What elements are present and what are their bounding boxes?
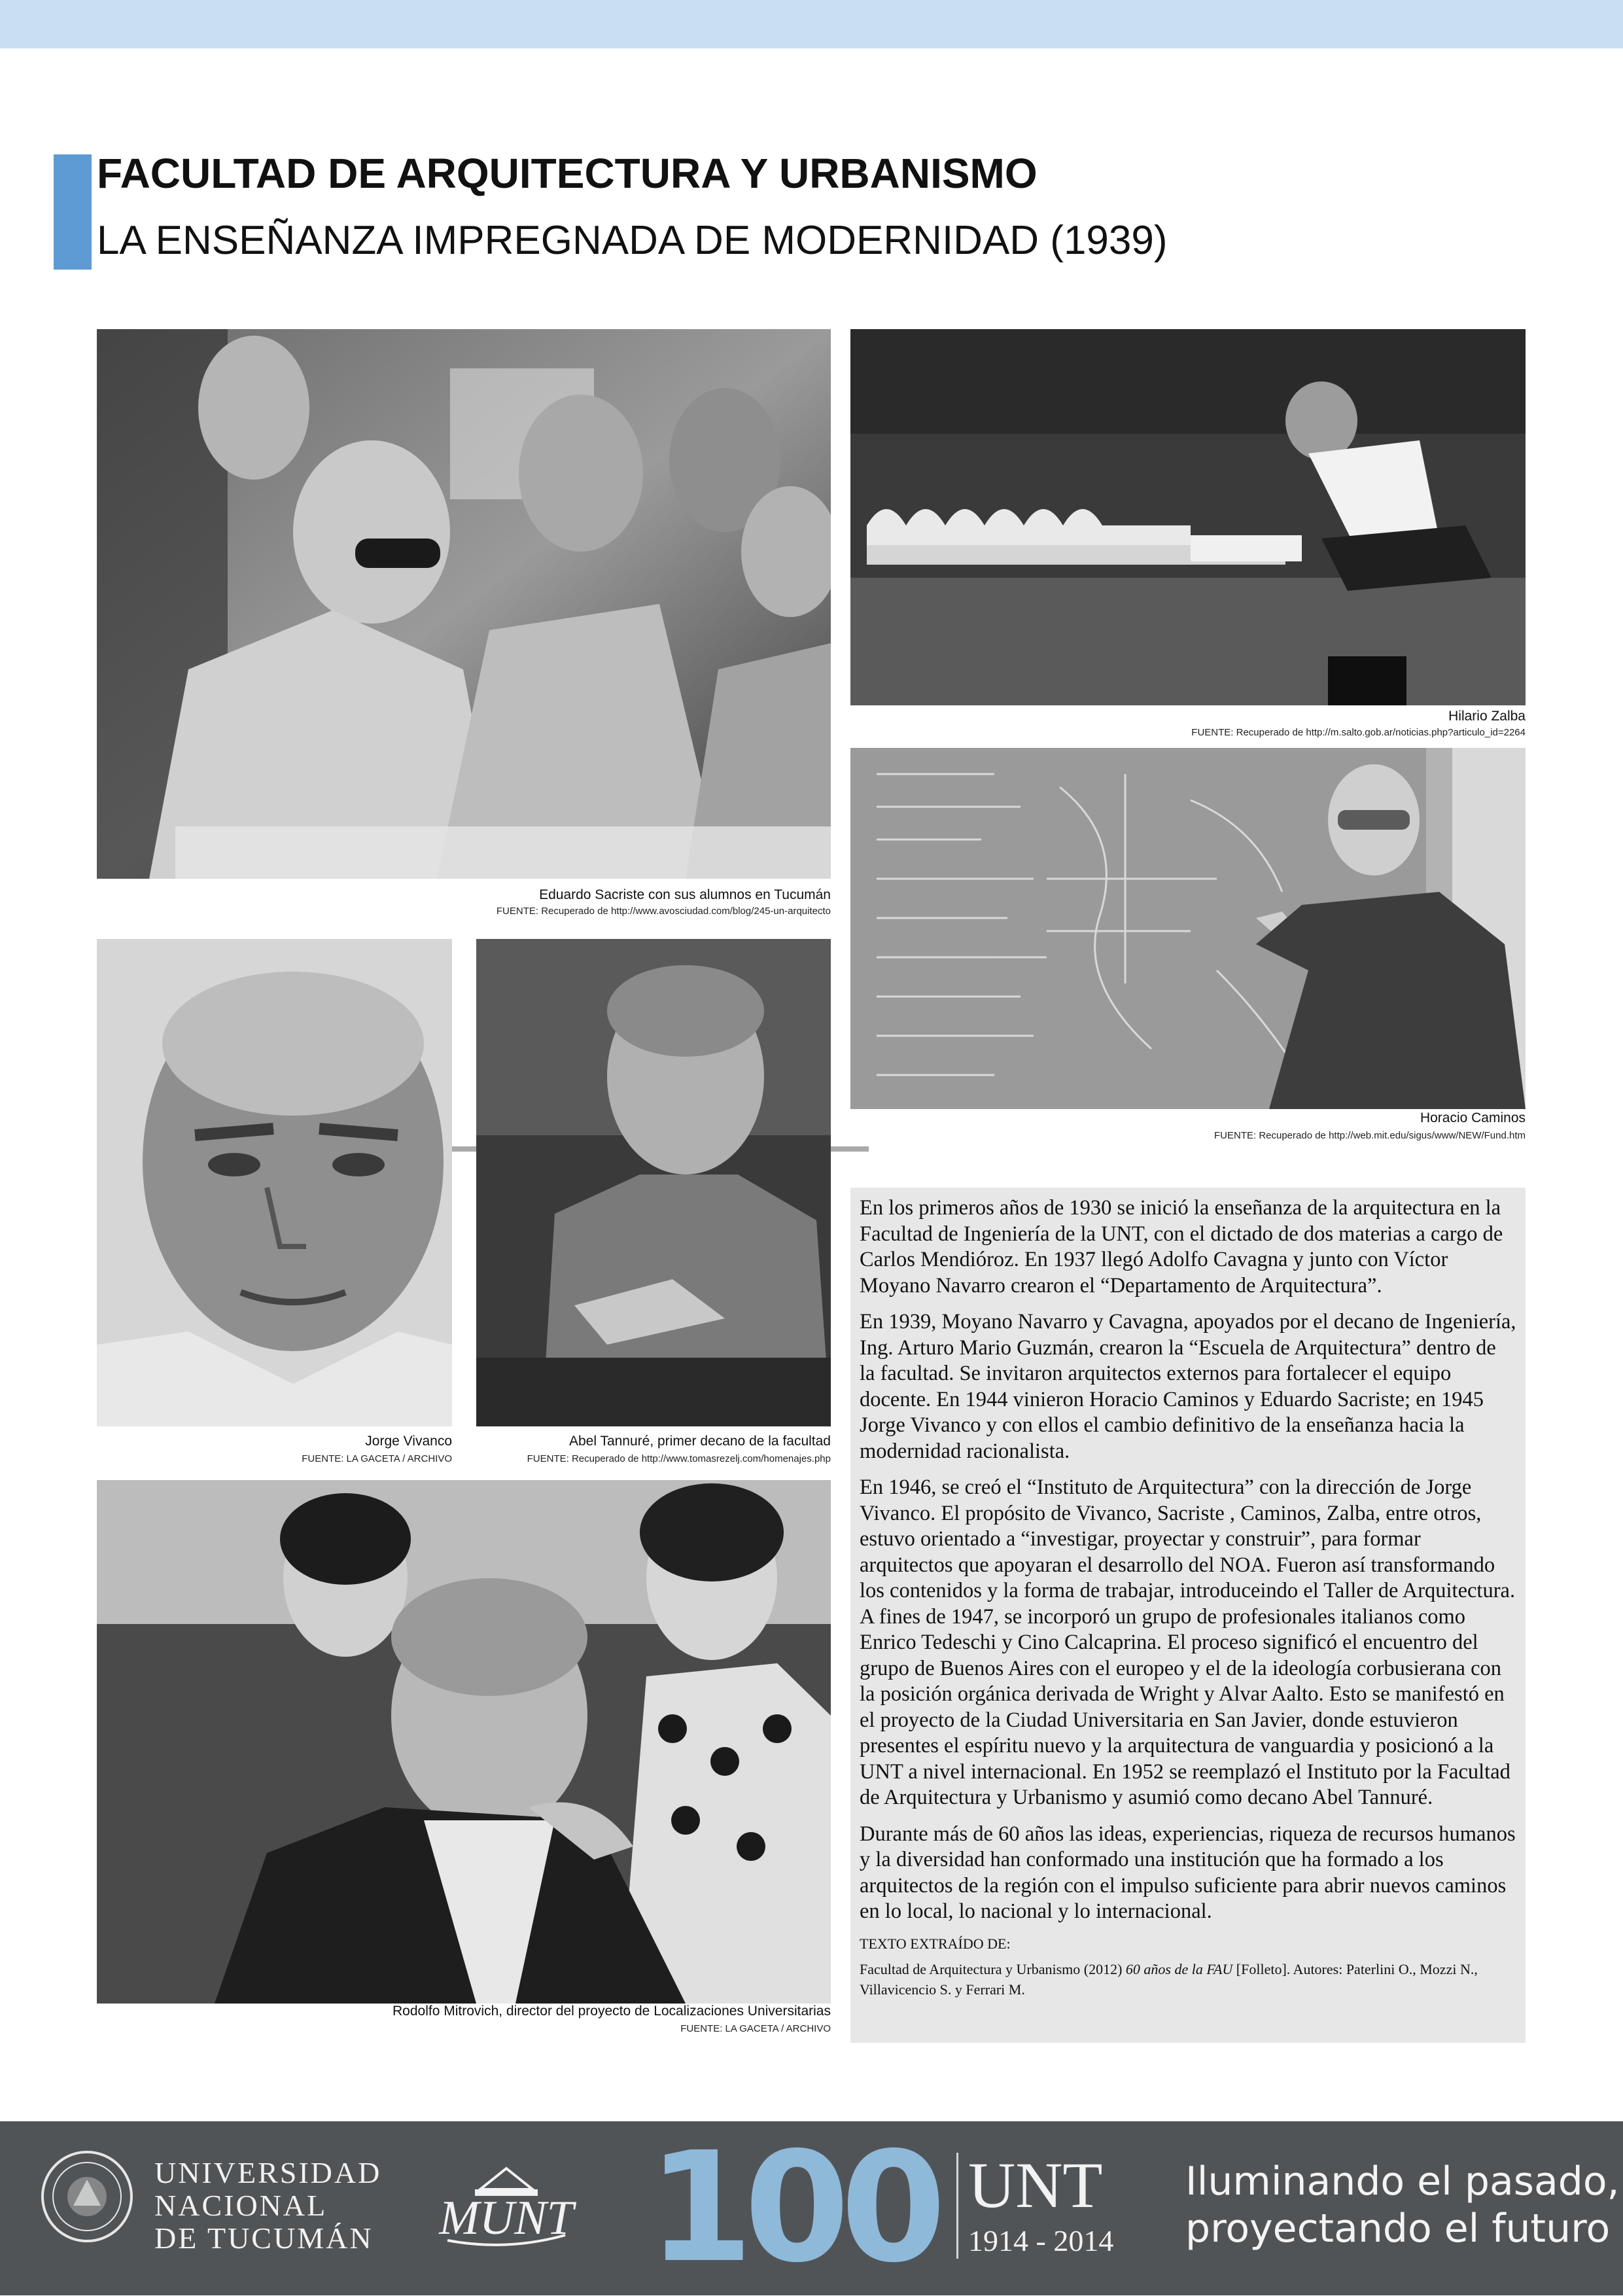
source-caminos: FUENTE: Recuperado de http://web.mit.edu/sigus/www/NEW/Fund.htm: [1213, 1130, 1526, 1141]
slogan-line-2: proyectando el futuro: [1185, 2206, 1611, 2252]
university-name-line-1: UNIVERSIDAD: [154, 2156, 382, 2189]
logo-divider: [956, 2153, 958, 2259]
reference-part-a: Facultad de Arquitectura y Urbanismo (2012): [860, 1960, 1126, 1977]
source-zalba: FUENTE: Recuperado de http://m.salto.gob.ar/noticias.php?articulo_id=2264: [1191, 727, 1526, 738]
photo-hilario-zalba: [850, 329, 1526, 705]
photo-jorge-vivanco: [97, 939, 452, 1426]
photo-horacio-caminos: [850, 748, 1526, 1109]
university-name-line-3: DE TUCUMÁN: [154, 2221, 374, 2255]
reference-part-b: [Folleto]. Autores: Paterlini O., Mozzi N., Villavicencio S. y Ferrari M.: [860, 1960, 1478, 1998]
paragraph-2: En 1939, Moyano Navarro y Cavagna, apoyados por el decano de Ingeniería, Ing. Arturo Mario Guzmán, crearon la “Escuela de Arquitectura” dentro de la facultad. Se invitaron arquitectos externos para fortalecer el equipo docente. En 1944 vinieron Horacio Caminos y Eduardo Sacriste; en 1945 Jorge Vivanco y con ellos el cambio definitivo de la enseñanza hacia la modernidad racionalista.: [860, 1310, 1516, 1463]
caption-sacriste: Eduardo Sacriste con sus alumnos en Tucumán: [539, 887, 831, 902]
munt-logo-text: MUNT: [439, 2191, 574, 2245]
centenary-years: 1914 - 2014: [968, 2224, 1114, 2257]
source-tannure: FUENTE: Recuperado de http://www.tomasrezelj.com/homenajes.php: [527, 1453, 831, 1464]
photo-rodolfo-mitrovich: [97, 1480, 831, 2004]
university-seal-icon: [41, 2150, 133, 2243]
reference-title: 60 años de la FAU: [1125, 1960, 1233, 1977]
source-mitrovich: FUENTE: LA GACETA / ARCHIVO: [680, 2023, 831, 2034]
page-subtitle: LA ENSEÑANZA IMPREGNADA DE MODERNIDAD (1939): [97, 218, 1168, 263]
slogan: [1185, 2158, 1620, 2252]
caption-zalba: Hilario Zalba: [1448, 709, 1526, 724]
photo-abel-tannure: [476, 939, 831, 1426]
munt-logo: [434, 2163, 578, 2248]
photo-sacriste-students: [97, 329, 831, 879]
university-name-line-2: NACIONAL: [154, 2189, 328, 2222]
reference-citation: [860, 1959, 1516, 2000]
centenary-100-logo: 100: [648, 2119, 937, 2296]
paragraph-4: Durante más de 60 años las ideas, experiencias, riqueza de recursos humanos y la diversidad han conformado una institución que ha formado a los arquitectos de la región con el impulso suficiente para abrir nuevos caminos en lo local, lo nacional y lo internacional.: [860, 1822, 1516, 1923]
page-title: FACULTAD DE ARQUITECTURA Y URBANISMO: [97, 150, 1038, 197]
reference-heading: TEXTO EXTRAÍDO DE:: [860, 1935, 1011, 1952]
footer: [0, 2121, 1623, 2295]
top-band: [0, 0, 1623, 48]
caption-mitrovich: Rodolfo Mitrovich, director del proyecto de Localizaciones Universitarias: [393, 2004, 831, 2019]
unt-logo-text: UNT: [968, 2149, 1103, 2221]
caption-tannure: Abel Tannuré, primer decano de la facultad: [568, 1434, 831, 1449]
paragraph-3: En 1946, se creó el “Instituto de Arquitectura” con la dirección de Jorge Vivanco. El propósito de Vivanco, Sacriste , Caminos, Zalba, entre otros, estuvo orientado a “investigar, proyectar y construir”, para formar arquitectos que apoyaran el desarrollo del NOA. Fueron así transformando los contenidos y la forma de trabajar, introduceindo el Taller de Arquitectura. A fines de 1947, se incorporó un grupo de profesionales italianos como Enrico Tedeschi y Cino Calcaprina. El proceso significó el encuentro del grupo de Buenos Aires con el europeo y el de la ideología corbusierana con la posición orgánica derivada de Wright y Alvar Aalto. Esto se manifestó en el proyecto de la Ciudad Universitaria en San Javier, donde estuvieron presentes el espíritu nuevo y la arquitectura de vanguardia y posicionó a la UNT a nivel internacional. En 1952 se reemplazó el Instituto por la Facultad de Arquitectura y Urbanismo y asumió como decano Abel Tannuré.: [860, 1475, 1516, 1809]
source-vivanco: FUENTE: LA GACETA / ARCHIVO: [302, 1453, 452, 1464]
paragraph-1: En los primeros años de 1930 se inició la enseñanza de la arquitectura en la Facultad de Ingeniería de la UNT, con el dictado de dos materias a cargo de Carlos Mendióroz. En 1937 llegó Adolfo Cavagna y junto con Víctor Moyano Navarro crearon el “Departamento de Arquitectura”.: [860, 1196, 1503, 1298]
caption-vivanco: Jorge Vivanco: [365, 1434, 452, 1449]
title-accent-bar: [54, 154, 92, 270]
caption-caminos: Horacio Caminos: [1420, 1110, 1526, 1125]
university-name: [154, 2157, 381, 2255]
source-sacriste: FUENTE: Recuperado de http://www.avosciudad.com/blog/245-un-arquitecto: [496, 906, 831, 917]
history-text-panel: [850, 1188, 1526, 2043]
slogan-line-1: Iluminando el pasado,: [1185, 2159, 1620, 2204]
